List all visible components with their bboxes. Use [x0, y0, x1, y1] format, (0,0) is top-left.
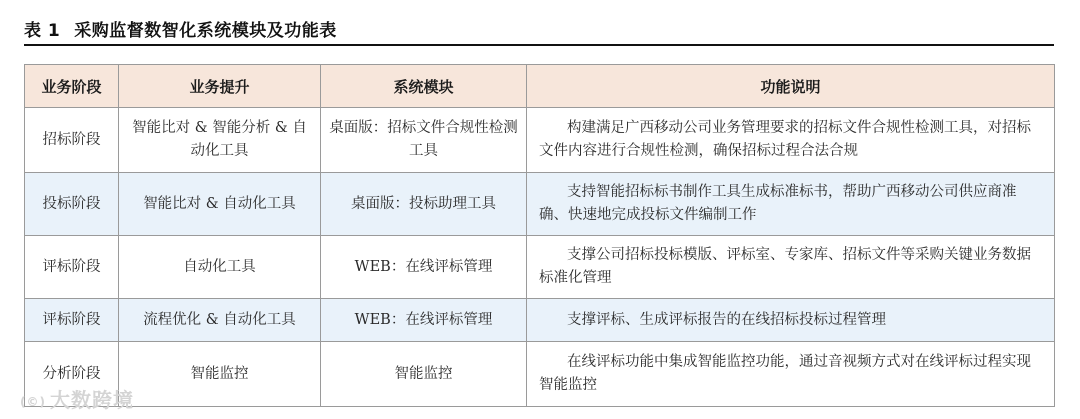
- cell-stage: 评标阶段: [25, 299, 119, 342]
- header-description: 功能说明: [527, 65, 1055, 108]
- table-row: [25, 342, 1055, 407]
- cell-stage: 投标阶段: [25, 173, 119, 236]
- watermark-logo-icon: (©): [20, 394, 46, 409]
- table-row: [25, 173, 1055, 236]
- watermark: [20, 384, 134, 413]
- table-number: 表 1: [24, 21, 61, 41]
- table-header-row: [25, 65, 1055, 108]
- cell-stage: 分析阶段: [25, 342, 119, 407]
- cell-description: 支撑评标、生成评标报告的在线招标投标过程管理: [527, 299, 1055, 342]
- cell-improvement: 智能监控: [119, 342, 321, 407]
- cell-module: 智能监控: [321, 342, 527, 407]
- cell-stage: 招标阶段: [25, 108, 119, 173]
- title-rule: [24, 44, 1054, 46]
- header-module: 系统模块: [321, 65, 527, 108]
- cell-description: 支撑公司招标投标模版、评标室、专家库、招标文件等采购关键业务数据标准化管理: [527, 236, 1055, 299]
- table-title: 采购监督数智化系统模块及功能表: [74, 21, 337, 41]
- header-stage: 业务阶段: [25, 65, 119, 108]
- cell-module: 桌面版：招标文件合规性检测工具: [321, 108, 527, 173]
- header-improvement: 业务提升: [119, 65, 321, 108]
- cell-improvement: 自动化工具: [119, 236, 321, 299]
- cell-description: 在线评标功能中集成智能监控功能，通过音视频方式对在线评标过程实现智能监控: [527, 342, 1055, 407]
- cell-stage: 评标阶段: [25, 236, 119, 299]
- watermark-text: 大数跨境: [49, 388, 134, 412]
- module-table: [24, 64, 1055, 407]
- table-row: [25, 299, 1055, 342]
- table-caption: [24, 16, 337, 41]
- cell-improvement: 流程优化 & 自动化工具: [119, 299, 321, 342]
- table-row: [25, 108, 1055, 173]
- cell-description: 支持智能招标标书制作工具生成标准标书，帮助广西移动公司供应商准确、快速地完成投标文件编制工作: [527, 173, 1055, 236]
- table-row: [25, 236, 1055, 299]
- cell-module: WEB：在线评标管理: [321, 299, 527, 342]
- cell-improvement: 智能比对 & 自动化工具: [119, 173, 321, 236]
- cell-description: 构建满足广西移动公司业务管理要求的招标文件合规性检测工具，对招标文件内容进行合规性检测，确保招标过程合法合规: [527, 108, 1055, 173]
- cell-module: 桌面版：投标助理工具: [321, 173, 527, 236]
- cell-improvement: 智能比对 & 智能分析 & 自动化工具: [119, 108, 321, 173]
- cell-module: WEB：在线评标管理: [321, 236, 527, 299]
